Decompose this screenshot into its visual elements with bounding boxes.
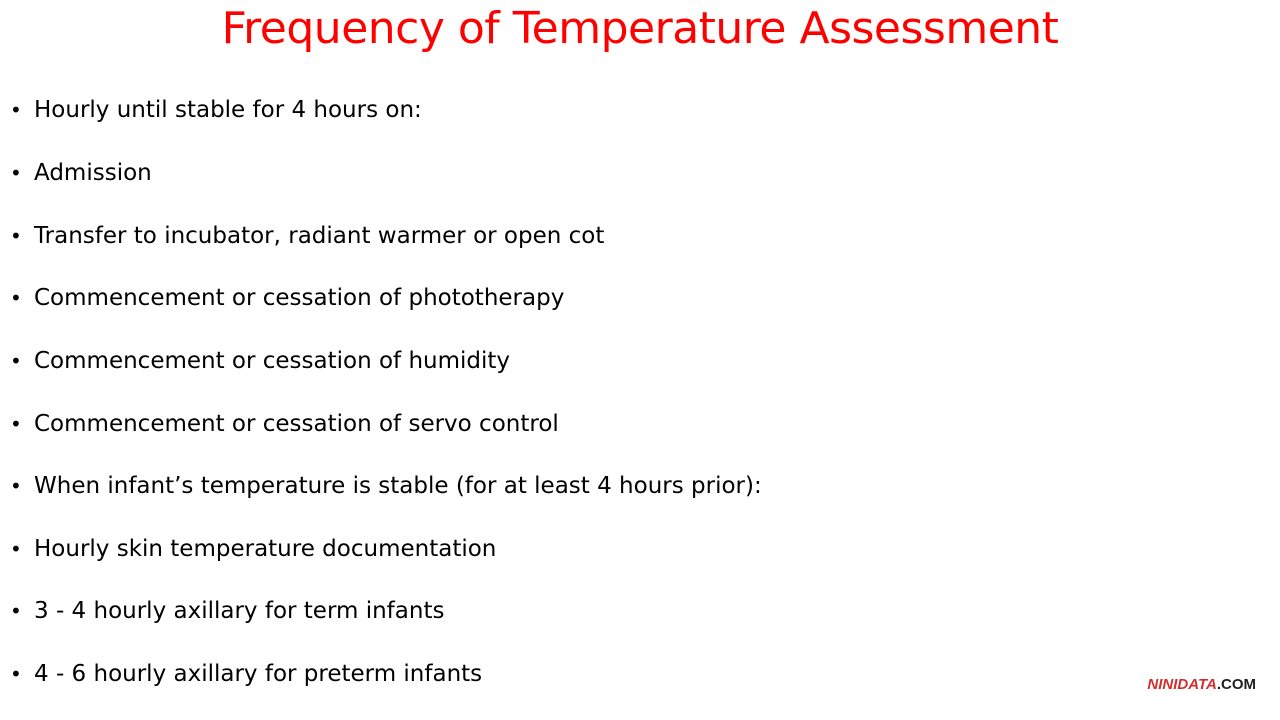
bullet-dot-icon: • bbox=[10, 474, 22, 498]
slide-title: Frequency of Temperature Assessment bbox=[221, 3, 1059, 54]
watermark-tld: .COM bbox=[1216, 676, 1256, 693]
bullet-dot-icon: • bbox=[10, 161, 22, 185]
bullet-item bbox=[10, 532, 496, 566]
bullet-text: Hourly until stable for 4 hours on: bbox=[34, 97, 422, 123]
bullet-text: 4 - 6 hourly axillary for preterm infants bbox=[34, 661, 483, 687]
bullet-item bbox=[10, 344, 510, 378]
bullet-item bbox=[10, 594, 444, 628]
bullet-dot-icon: • bbox=[10, 662, 22, 686]
bullet-item bbox=[10, 407, 559, 441]
bullet-item bbox=[10, 219, 604, 253]
watermark-brand: NINIDATA bbox=[1147, 676, 1217, 693]
bullet-dot-icon: • bbox=[10, 98, 22, 122]
bullet-text: Hourly skin temperature documentation bbox=[34, 536, 497, 562]
bullet-item bbox=[10, 93, 422, 127]
bullet-dot-icon: • bbox=[10, 537, 22, 561]
bullet-dot-icon: • bbox=[10, 286, 22, 310]
bullet-text: 3 - 4 hourly axillary for term infants bbox=[34, 598, 445, 624]
bullet-dot-icon: • bbox=[10, 224, 22, 248]
bullet-item bbox=[10, 281, 564, 315]
bullet-text: Commencement or cessation of humidity bbox=[34, 348, 511, 374]
bullet-dot-icon: • bbox=[10, 349, 22, 373]
bullet-item bbox=[10, 657, 482, 691]
watermark bbox=[1147, 675, 1256, 695]
bullet-text: When infant’s temperature is stable (for at least 4 hours prior): bbox=[34, 473, 762, 499]
bullet-dot-icon: • bbox=[10, 412, 22, 436]
bullet-item bbox=[10, 156, 152, 190]
bullet-text: Admission bbox=[34, 160, 152, 186]
bullet-text: Commencement or cessation of phototherapy bbox=[34, 285, 565, 311]
bullet-item bbox=[10, 469, 762, 503]
bullet-dot-icon: • bbox=[10, 599, 22, 623]
bullet-text: Commencement or cessation of servo control bbox=[34, 411, 559, 437]
bullet-text: Transfer to incubator, radiant warmer or open cot bbox=[34, 223, 605, 249]
